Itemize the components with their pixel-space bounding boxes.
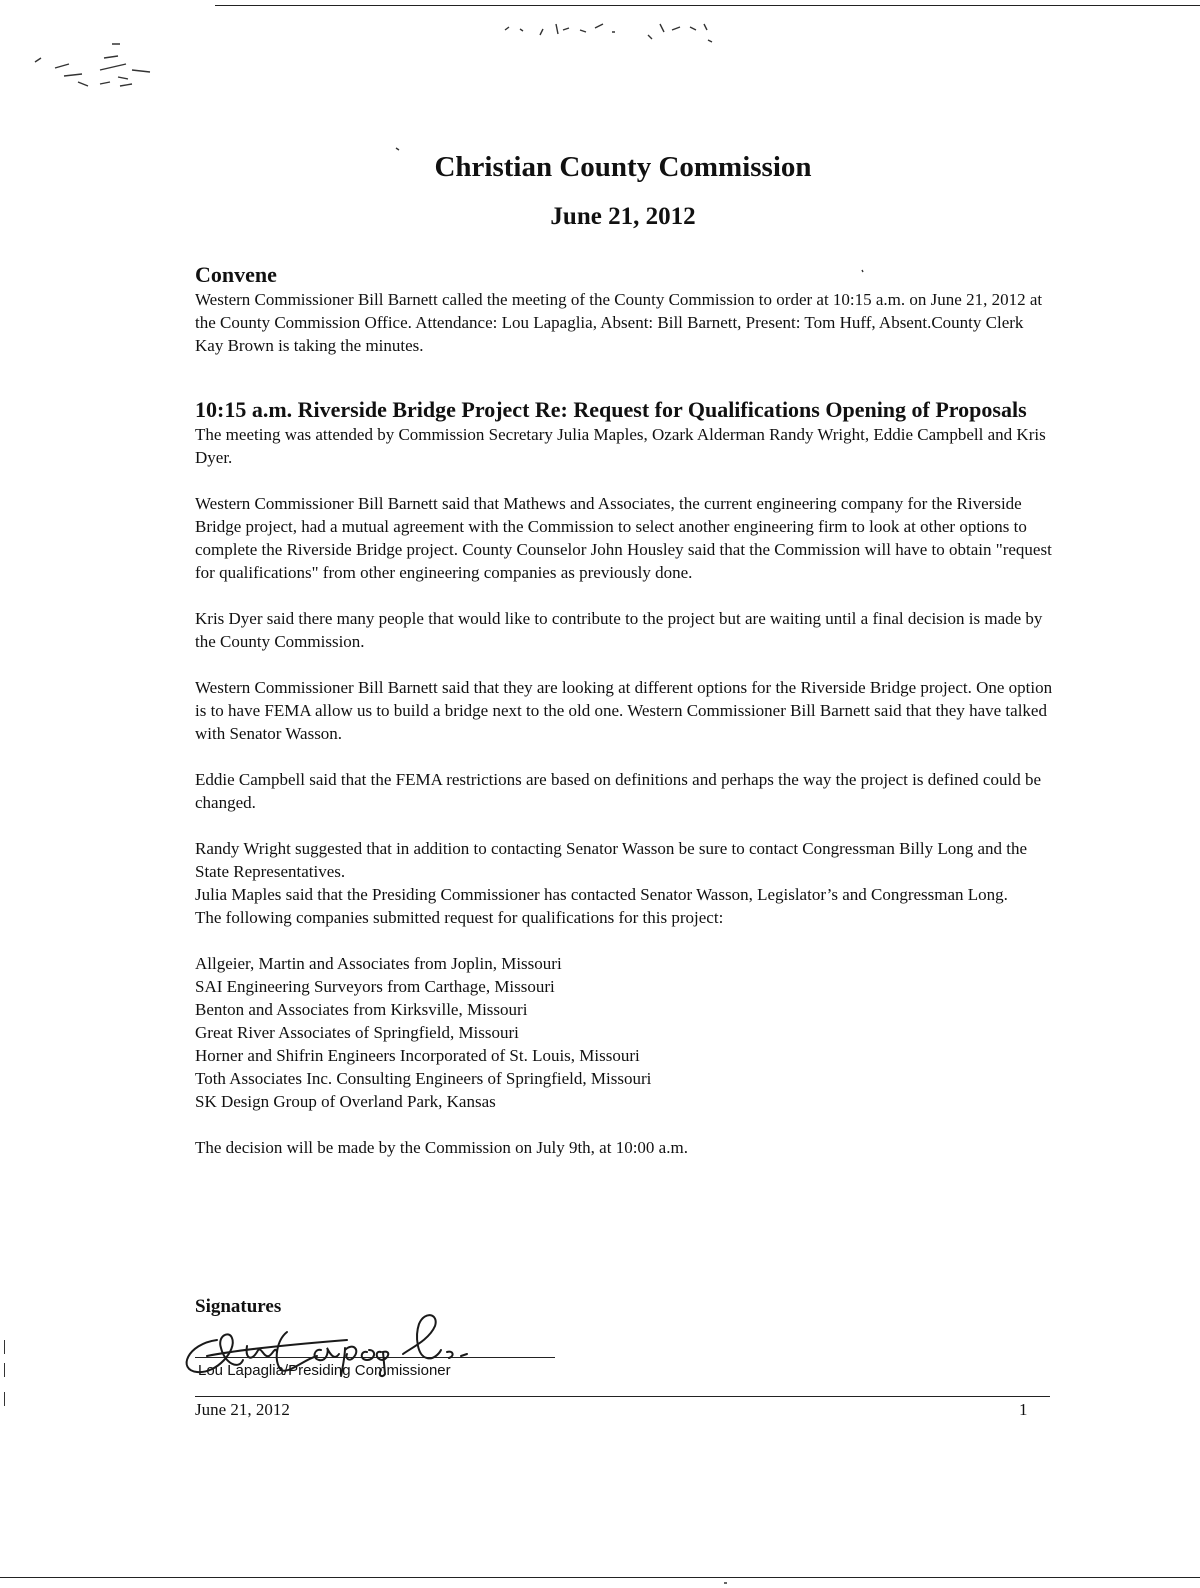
company-list <box>195 952 1055 1113</box>
list-item: Benton and Associates from Kirksville, Missouri <box>195 1000 528 1019</box>
signature-block <box>195 1296 1055 1396</box>
page-number: 1 <box>1019 1400 1028 1419</box>
attendance-paragraph: The meeting was attended by Commission Secretary Julia Maples, Ozark Alderman Randy Wright, Eddie Campbell and Kris Dyer. <box>195 425 1046 467</box>
list-item: SK Design Group of Overland Park, Kansas <box>195 1092 496 1111</box>
document-title: Christian County Commission <box>434 151 812 183</box>
section-heading-riverside: 10:15 a.m. Riverside Bridge Project Re: Request for Qualifications Opening of Proposals <box>195 397 1027 422</box>
footer-date: June 21, 2012 <box>195 1400 290 1419</box>
campbell-paragraph: Eddie Campbell said that the FEMA restrictions are based on definitions and perhaps the way the project is defined could be changed. <box>195 770 1041 812</box>
decision-paragraph: The decision will be made by the Commission on July 9th, at 10:00 a.m. <box>195 1138 688 1157</box>
list-item: SAI Engineering Surveyors from Carthage, Missouri <box>195 977 555 996</box>
wright-paragraph: Randy Wright suggested that in addition to contacting Senator Wasson be sure to contact Congressman Billy Long and the State Representatives. <box>195 839 1028 881</box>
minutes-body <box>195 262 1055 1159</box>
companies-intro: The following companies submitted request for qualifications for this project: <box>195 908 724 927</box>
document-date: June 21, 2012 <box>550 203 696 230</box>
footer-divider <box>195 1396 1050 1397</box>
signatures-heading: Signatures <box>195 1296 282 1317</box>
convene-paragraph: Western Commissioner Bill Barnett called the meeting of the County Commission to order at 10:15 a.m. on June 21, 2012 at the County Commission Office. Attendance: Lou Lapaglia, Absent: Bill Barnett, Present: Tom Huff, Absent.County Clerk Kay Brown is taking the minutes. <box>195 290 1043 355</box>
list-item: Allgeier, Martin and Associates from Joplin, Missouri <box>195 954 562 973</box>
signer-name: Lou Lapaglia/Presiding Commissioner <box>198 1362 451 1379</box>
list-item: Great River Associates of Springfield, Missouri <box>195 1023 519 1042</box>
list-item: Toth Associates Inc. Consulting Engineers of Springfield, Missouri <box>195 1069 652 1088</box>
dyer-paragraph: Kris Dyer said there many people that would like to contribute to the project but are waiting until a final decision is made by the County Commission. <box>195 609 1043 651</box>
maples-paragraph: Julia Maples said that the Presiding Commissioner has contacted Senator Wasson, Legislator’s and Congressman Long. <box>195 885 1008 904</box>
barnett-options-paragraph: Western Commissioner Bill Barnett said that they are looking at different options for the Riverside Bridge project. One option is to have FEMA allow us to build a bridge next to the old one. Western Commissioner Bill Barnett said that they have talked with Senator Wasson. <box>195 678 1053 743</box>
bottom-border-line <box>0 1577 1200 1578</box>
section-heading-convene: Convene <box>195 262 277 287</box>
handwritten-signature <box>177 1300 497 1384</box>
list-item: Horner and Shifrin Engineers Incorporated of St. Louis, Missouri <box>195 1046 640 1065</box>
barnett-engineering-paragraph: Western Commissioner Bill Barnett said that Mathews and Associates, the current engineering company for the Riverside Bridge project, had a mutual agreement with the Commission to select another engineering firm to look at other options to complete the Riverside Bridge project. County Counselor John Housley said that the Commission will have to obtain "request for qualifications" from other engineering companies as previously done. <box>195 494 1052 582</box>
